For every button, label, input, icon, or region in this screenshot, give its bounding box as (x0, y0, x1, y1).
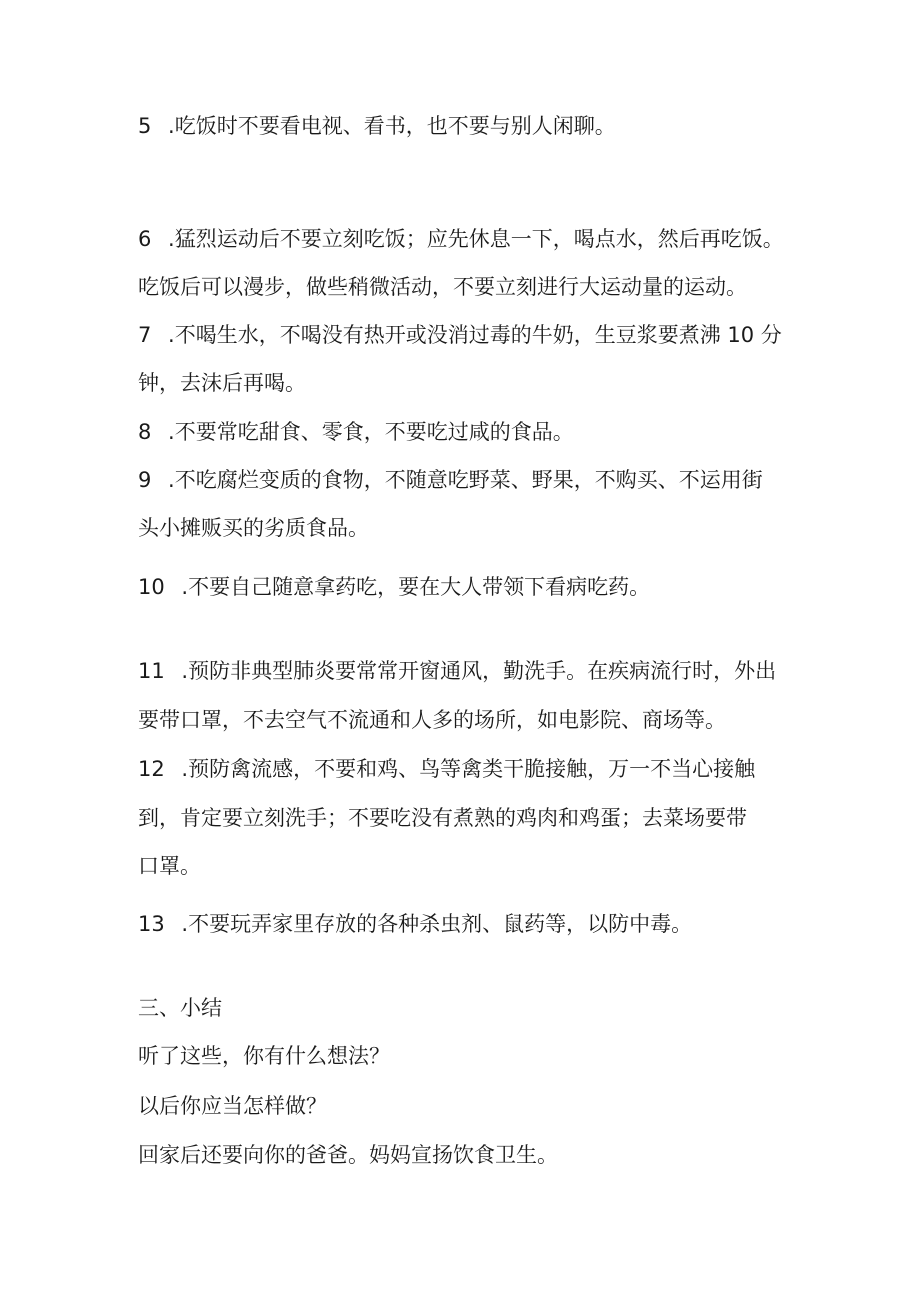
item-number: 8 (138, 420, 152, 444)
item-12-line-1: 12 .预防禽流感，不要和鸡、鸟等禽类干脆接触，万一不当心接触 (138, 754, 755, 784)
item-13-line-1: 13 .不要玩弄家里存放的各种杀虫剂、鼠药等，以防中毒。 (138, 909, 692, 939)
item-6-line-2: 吃饭后可以漫步，做些稍微活动，不要立刻进行大运动量的运动。 (138, 275, 747, 299)
item-number: 9 (138, 468, 152, 492)
item-number: 7 (138, 323, 152, 347)
item-12-line-3: 口罩。 (138, 854, 201, 878)
item-number: 6 (138, 227, 152, 251)
item-10-line-1: 10 .不要自己随意拿药吃，要在大人带领下看病吃药。 (138, 572, 650, 602)
item-6-line-1: 6 .猛烈运动后不要立刻吃饭；应先休息一下，喝点水，然后再吃饭。 (138, 224, 784, 254)
summary-heading: 三、小结 (138, 996, 222, 1020)
summary-line-1: 听了这些，你有什么想法？ (138, 1044, 390, 1068)
item-5-line-1: 5 .吃饭时不要看电视、看书，也不要与别人闲聊。 (138, 111, 616, 141)
item-12-line-2: 到，肯定要立刻洗手；不要吃没有煮熟的鸡肉和鸡蛋；去菜场要带 (138, 806, 747, 830)
item-9-line-2: 头小摊贩买的劣质食品。 (138, 516, 369, 540)
summary-line-2: 以后你应当怎样做？ (138, 1094, 327, 1118)
item-11-line-1: 11 .预防非典型肺炎要常常开窗通风，勤洗手。在疾病流行时，外出 (138, 656, 776, 686)
item-8-line-1: 8 .不要常吃甜食、零食，不要吃过咸的食品。 (138, 417, 574, 447)
item-number: 13 (138, 912, 165, 936)
item-11-line-2: 要带口罩，不去空气不流通和人多的场所，如电影院、商场等。 (138, 708, 726, 732)
item-number: 10 (138, 575, 165, 599)
summary-line-3: 回家后还要向你的爸爸。妈妈宣扬饮食卫生。 (138, 1143, 558, 1167)
item-7-line-1: 7 .不喝生水，不喝没有热开或没消过毒的牛奶，生豆浆要煮沸 10 分 (138, 320, 782, 350)
item-number: 11 (138, 659, 165, 683)
item-9-line-1: 9 .不吃腐烂变质的食物，不随意吃野菜、野果，不购买、不运用街 (138, 465, 763, 495)
item-number: 12 (138, 757, 165, 781)
item-number: 5 (138, 114, 152, 138)
item-7-line-2: 钟，去沫后再喝。 (138, 371, 306, 395)
